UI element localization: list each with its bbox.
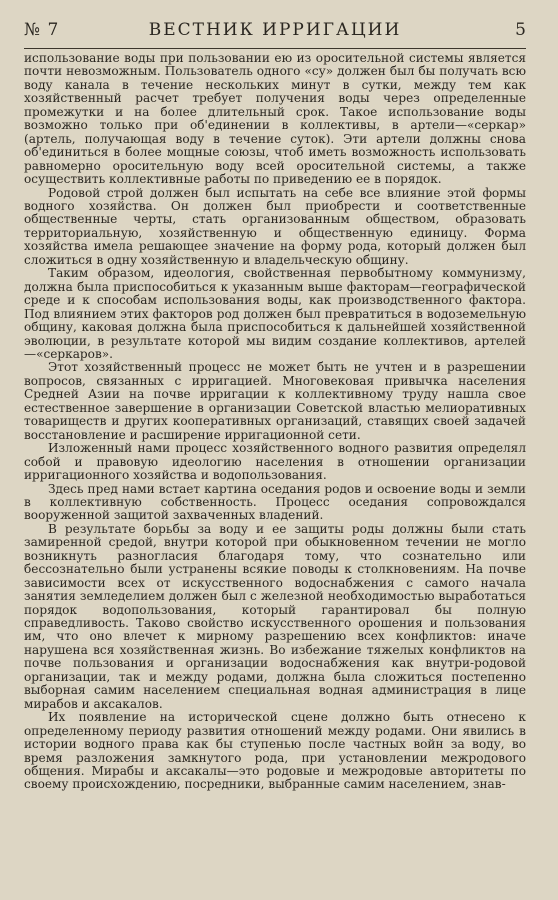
paragraph: В результате борьбы за воду и ее защиты роды должны были стать замиренной средой, внутри которой при обыкновенном течении не могло возникнуть разногласия благодаря тому, что сознательно или бессознательно были устранены всякие поводы к столкновениям. На почве зависимости всех от искусственного водоснабжения с самого начала занятия земледелием должен был с железной необходимостью выработаться порядок водопользования, который гарантировал бы полную справедливость. Таково свойство искусственного орошения и пользования им, что оно влечет к мирному разрешению всех конфликтов: иначе нарушена вся хозяйственная жизнь. Во избежание тяжелых конфликтов на почве пользования и организации водоснабжения как внутри-родовой организации, так и между родами, должна была сложиться постепенно выборная самим населением специальная водная администрация в лице мирабов и аксакалов. [24,521,526,711]
paragraph: Изложенный нами процесс хозяйственного водного развития определял собой и правовую идеологию населения в отношении организации ирригационного хозяйства и водопользования. [24,441,526,483]
body-text [24,52,526,792]
paragraph: Родовой строй должен был испытать на себе все влияние этой формы водного хозяйства. Он должен был приобрести и соответственные общественные черты, стать организованным обществом, образовать территориальную, хозяйственную и общественную единицу. Форма хозяйства имела решающее значение на форму рода, который должен был сложиться в одну хозяйственную и владельческую общину. [24,185,526,267]
running-header [24,18,526,49]
paragraph: Их появление на исторической сцене должно быть отнесено к определенному периоду развития отношений между родами. Они явились в истории водного права как бы ступенью после частных войн за воду, во время разложения замкнутого рода, при установлении межродового общения. Мирабы и аксакалы—это родовые и межродовые авторитеты по своему происхождению, посредники, выбранные самим населением, знав- [24,710,526,792]
paragraph: Этот хозяйственный процесс не может быть не учтен и в разрешении вопросов, связанных с ирригацией. Многовековая привычка населения Средней Азии на почве ирригации к коллективному труду нашла свое естественное завершение в организации Советской властью мелиоративных товариществ и других кооперативных организаций, ставящих своей задачей восстановление и расширение ирригационной сети. [24,360,526,442]
journal-title: ВЕСТНИК ИРРИГАЦИИ [148,20,402,40]
issue-number: № 7 [24,20,60,40]
paragraph: Здесь пред нами встает картина оседания родов и освоение воды и земли в коллективную собственность. Процесс оседания сопровождался вооруженной защитой захваченных владений. [24,481,526,523]
paragraph: использование воды при пользовании ею из оросительной системы является почти невозможным. Пользователь одного «су» должен был бы получать всю воду канала в течение нескольких минут в сутки, между тем как хозяйственный расчет требует получения воды через определенные промежутки и на более длительный срок. Такое использование воды возможно только при об'единении в коллективы, в артели—«серкар» (артель, получающая воду в течение суток). Эти артели должны снова об'единиться в более мощные союзы, чтоб иметь возможность использовать равномерно оросительную воду всей оросительной системы, а также осуществить коллективные работы по приведению ее в порядок. [24,51,526,187]
page-number: 5 [515,20,526,40]
paragraph: Таким образом, идеология, свойственная первобытному коммунизму, должна была приспособиться к указанным выше факторам—географической среде и к способам использования воды, как производственного фактора. Под влиянием этих факторов род должен был превратиться в водоземельную общину, каковая должна была приспособиться к дальнейшей хозяйственной эволюции, в результате которой мы видим создание коллективов, артелей—«серкаров». [24,266,526,361]
